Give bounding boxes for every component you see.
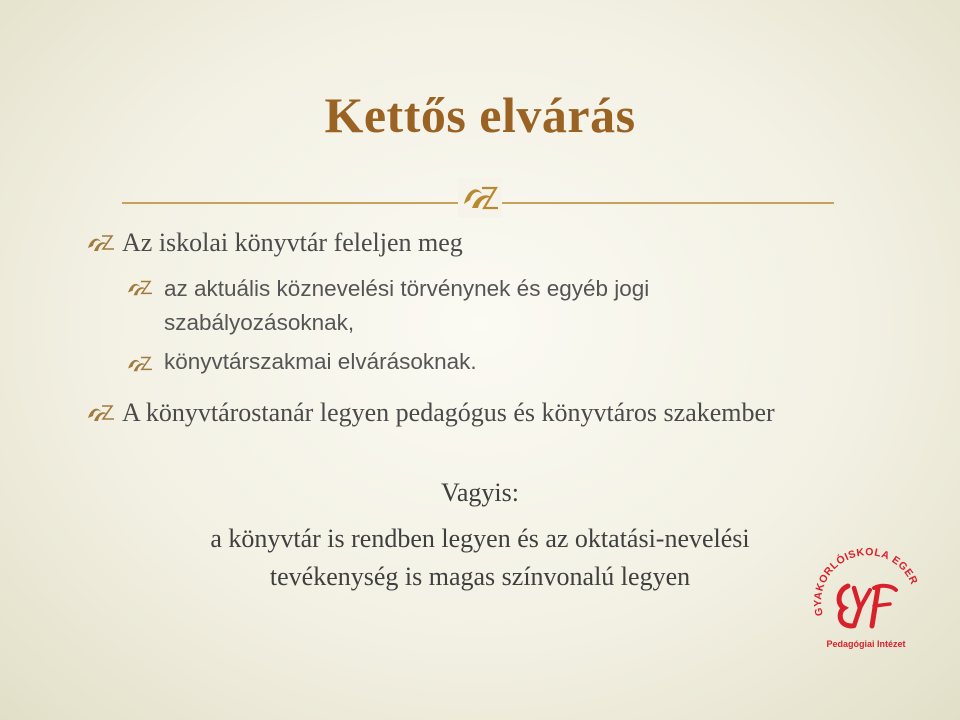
conclusion-label: Vagyis: (441, 478, 519, 507)
sub-bullet-1-2-text: könyvtárszakmai elvárásoknak. (164, 349, 477, 374)
conclusion-line-1: a könyvtár is rendben legyen és az oktatási-nevelési (210, 524, 750, 553)
bullet-2 (86, 394, 846, 432)
ornament-bullet-icon (126, 276, 154, 304)
bullet-1 (86, 226, 463, 261)
logo-subtitle: Pedagógiai Intézet (826, 639, 906, 649)
slide-title: Kettős elvárás (324, 87, 636, 143)
bullet-2-text: A könyvtárostanár legyen pedagógus és könyvtáros szakember (122, 398, 775, 427)
svg-text:GYAKORLÓISKOLA EGER (812, 546, 920, 617)
sub-bullet-1-1 (126, 272, 786, 340)
ornament-bullet-icon (86, 400, 116, 431)
ornament-bullet-icon (126, 352, 154, 380)
school-logo (808, 546, 924, 656)
sub-bullet-1-2 (126, 348, 477, 380)
bullet-1-text: Az iskolai könyvtár feleljen meg (122, 228, 463, 257)
sub-bullet-1-1-text: az aktuális köznevelési törvénynek és egyéb jogi szabályozásoknak, (164, 276, 650, 335)
logo-mark-icon (839, 586, 896, 626)
conclusion-line-2: tevékenység is magas színvonalú legyen (269, 562, 691, 591)
logo-arc-text: GYAKORLÓISKOLA EGER (812, 546, 921, 618)
ornament-bullet-icon (86, 230, 116, 261)
